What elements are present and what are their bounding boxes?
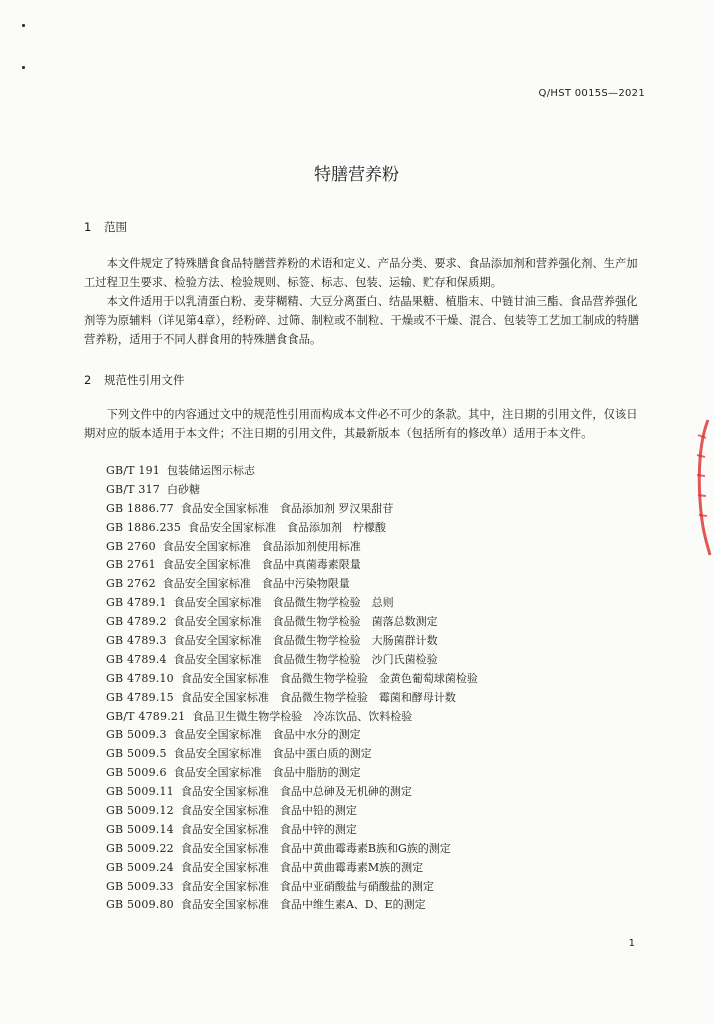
reference-title: 食品安全国家标准 食品中污染物限量 bbox=[162, 577, 350, 591]
reference-item bbox=[106, 708, 478, 727]
reference-title: 食品安全国家标准 食品微生物学检验 大肠菌群计数 bbox=[173, 634, 438, 648]
reference-item bbox=[106, 613, 478, 632]
reference-title: 食品安全国家标准 食品中铅的测定 bbox=[180, 804, 357, 818]
reference-code: GB 5009.33 bbox=[106, 879, 174, 893]
reference-code: GB 4789.15 bbox=[106, 690, 174, 704]
reference-title: 食品安全国家标准 食品中锌的测定 bbox=[180, 822, 357, 836]
paragraph: 本文件规定了特殊膳食食品特膳营养粉的术语和定义、产品分类、要求、食品添加剂和营养强化剂、生产加工过程卫生要求、检验方法、检验规则、标签、标志、包装、运输、贮存和保质期。 bbox=[84, 257, 638, 289]
red-seal-stamp-edge bbox=[690, 410, 713, 560]
reference-code: GB 4789.10 bbox=[106, 671, 174, 685]
reference-title: 食品安全国家标准 食品添加剂 罗汉果甜苷 bbox=[180, 501, 394, 515]
reference-item bbox=[106, 802, 478, 821]
reference-item bbox=[106, 878, 478, 897]
reference-code: GB 5009.22 bbox=[106, 841, 174, 855]
reference-title: 食品安全国家标准 食品中维生素A、D、E的测定 bbox=[180, 898, 426, 912]
reference-code: GB 5009.6 bbox=[106, 766, 167, 780]
reference-code: GB/T 317 bbox=[106, 482, 161, 496]
reference-code: GB 5009.12 bbox=[106, 804, 174, 818]
document-number: Q/HST 0015S—2021 bbox=[538, 88, 645, 99]
reference-title: 包装储运图示标志 bbox=[167, 464, 256, 477]
reference-item bbox=[106, 575, 478, 594]
document-title: 特膳营养粉 bbox=[314, 165, 399, 185]
section-heading-scope bbox=[84, 219, 127, 235]
reference-title: 食品安全国家标准 食品中水分的测定 bbox=[173, 728, 361, 742]
reference-title: 食品安全国家标准 食品微生物学检验 沙门氏菌检验 bbox=[173, 652, 438, 666]
scan-speck bbox=[22, 66, 25, 69]
reference-code: GB 1886.77 bbox=[106, 501, 174, 515]
reference-title: 食品安全国家标准 食品中蛋白质的测定 bbox=[173, 747, 372, 761]
reference-item bbox=[106, 745, 478, 764]
reference-item bbox=[106, 538, 478, 557]
reference-item bbox=[106, 821, 478, 840]
section-title: 范围 bbox=[104, 220, 127, 234]
reference-title: 白砂糖 bbox=[167, 482, 201, 496]
reference-item bbox=[106, 783, 478, 802]
reference-item bbox=[106, 896, 478, 915]
scan-speck bbox=[22, 24, 25, 27]
reference-item bbox=[106, 840, 478, 859]
reference-title: 食品安全国家标准 食品中黄曲霉毒素M族的测定 bbox=[180, 860, 424, 874]
reference-code: GB/T 191 bbox=[106, 464, 161, 477]
reference-title: 食品安全国家标准 食品中脂肪的测定 bbox=[173, 766, 361, 780]
reference-code: GB 4789.3 bbox=[106, 634, 167, 648]
reference-item bbox=[106, 632, 478, 651]
reference-title: 食品安全国家标准 食品微生物学检验 菌落总数测定 bbox=[173, 615, 438, 629]
reference-title: 食品安全国家标准 食品中黄曲霉毒素B族和G族的测定 bbox=[180, 841, 451, 855]
section-title: 规范性引用文件 bbox=[104, 373, 185, 387]
reference-title: 食品安全国家标准 食品中真菌毒素限量 bbox=[162, 558, 361, 572]
reference-title: 食品安全国家标准 食品微生物学检验 霉菌和酵母计数 bbox=[180, 690, 456, 704]
reference-item bbox=[106, 726, 478, 745]
reference-list bbox=[106, 462, 478, 915]
reference-item bbox=[106, 689, 478, 708]
reference-title: 食品安全国家标准 食品中总砷及无机砷的测定 bbox=[180, 785, 412, 799]
reference-item bbox=[106, 764, 478, 783]
reference-code: GB 5009.3 bbox=[106, 728, 167, 742]
reference-code: GB 4789.4 bbox=[106, 652, 167, 666]
reference-title: 食品安全国家标准 食品添加剂 柠檬酸 bbox=[188, 520, 387, 534]
reference-title: 食品安全国家标准 食品微生物学检验 金黄色葡萄球菌检验 bbox=[180, 671, 478, 685]
reference-code: GB 5009.11 bbox=[106, 785, 174, 799]
reference-item bbox=[106, 556, 478, 575]
paragraph: 本文件适用于以乳清蛋白粉、麦芽糊精、大豆分离蛋白、结晶果糖、植脂末、中链甘油三酯、食品营养强化剂等为原辅料（详见第4章），经粉碎、过筛、制粒或不制粒、干燥或不干燥、混合、包装等工艺加工制成的特膳营养粉，适用于不同人群食用的特殊膳食食品。 bbox=[84, 295, 640, 346]
page-number: 1 bbox=[628, 938, 635, 949]
reference-item bbox=[106, 651, 478, 670]
reference-code: GB 1886.235 bbox=[106, 520, 182, 534]
section-heading-normative-references bbox=[84, 372, 185, 388]
reference-item bbox=[106, 462, 478, 481]
reference-code: GB 2761 bbox=[106, 558, 156, 572]
reference-code: GB 5009.5 bbox=[106, 747, 167, 761]
reference-title: 食品安全国家标准 食品微生物学检验 总则 bbox=[173, 596, 394, 610]
paragraph: 下列文件中的内容通过文中的规范性引用而构成本文件必不可少的条款。其中，注日期的引用文件，仅该日期对应的版本适用于本文件；不注日期的引用文件，其最新版本（包括所有的修改单）适用于本文件。 bbox=[84, 408, 638, 440]
reference-code: GB 4789.1 bbox=[106, 596, 167, 610]
reference-code: GB 2760 bbox=[106, 539, 156, 553]
reference-title: 食品安全国家标准 食品中亚硝酸盐与硝酸盐的测定 bbox=[180, 879, 434, 893]
reference-code: GB 5009.24 bbox=[106, 860, 174, 874]
reference-item bbox=[106, 670, 478, 689]
reference-item bbox=[106, 481, 478, 500]
section-number: 1 bbox=[84, 220, 92, 234]
reference-code: GB 4789.2 bbox=[106, 615, 167, 629]
reference-item bbox=[106, 594, 478, 613]
reference-item bbox=[106, 519, 478, 538]
reference-code: GB/T 4789.21 bbox=[106, 709, 186, 723]
section-number: 2 bbox=[84, 373, 92, 387]
reference-item bbox=[106, 500, 478, 519]
reference-code: GB 5009.80 bbox=[106, 898, 174, 912]
reference-title: 食品卫生微生物学检验 冷冻饮品、饮料检验 bbox=[192, 709, 413, 723]
reference-code: GB 5009.14 bbox=[106, 822, 174, 836]
reference-item bbox=[106, 859, 478, 878]
reference-code: GB 2762 bbox=[106, 577, 156, 591]
reference-title: 食品安全国家标准 食品添加剂使用标准 bbox=[162, 539, 361, 553]
